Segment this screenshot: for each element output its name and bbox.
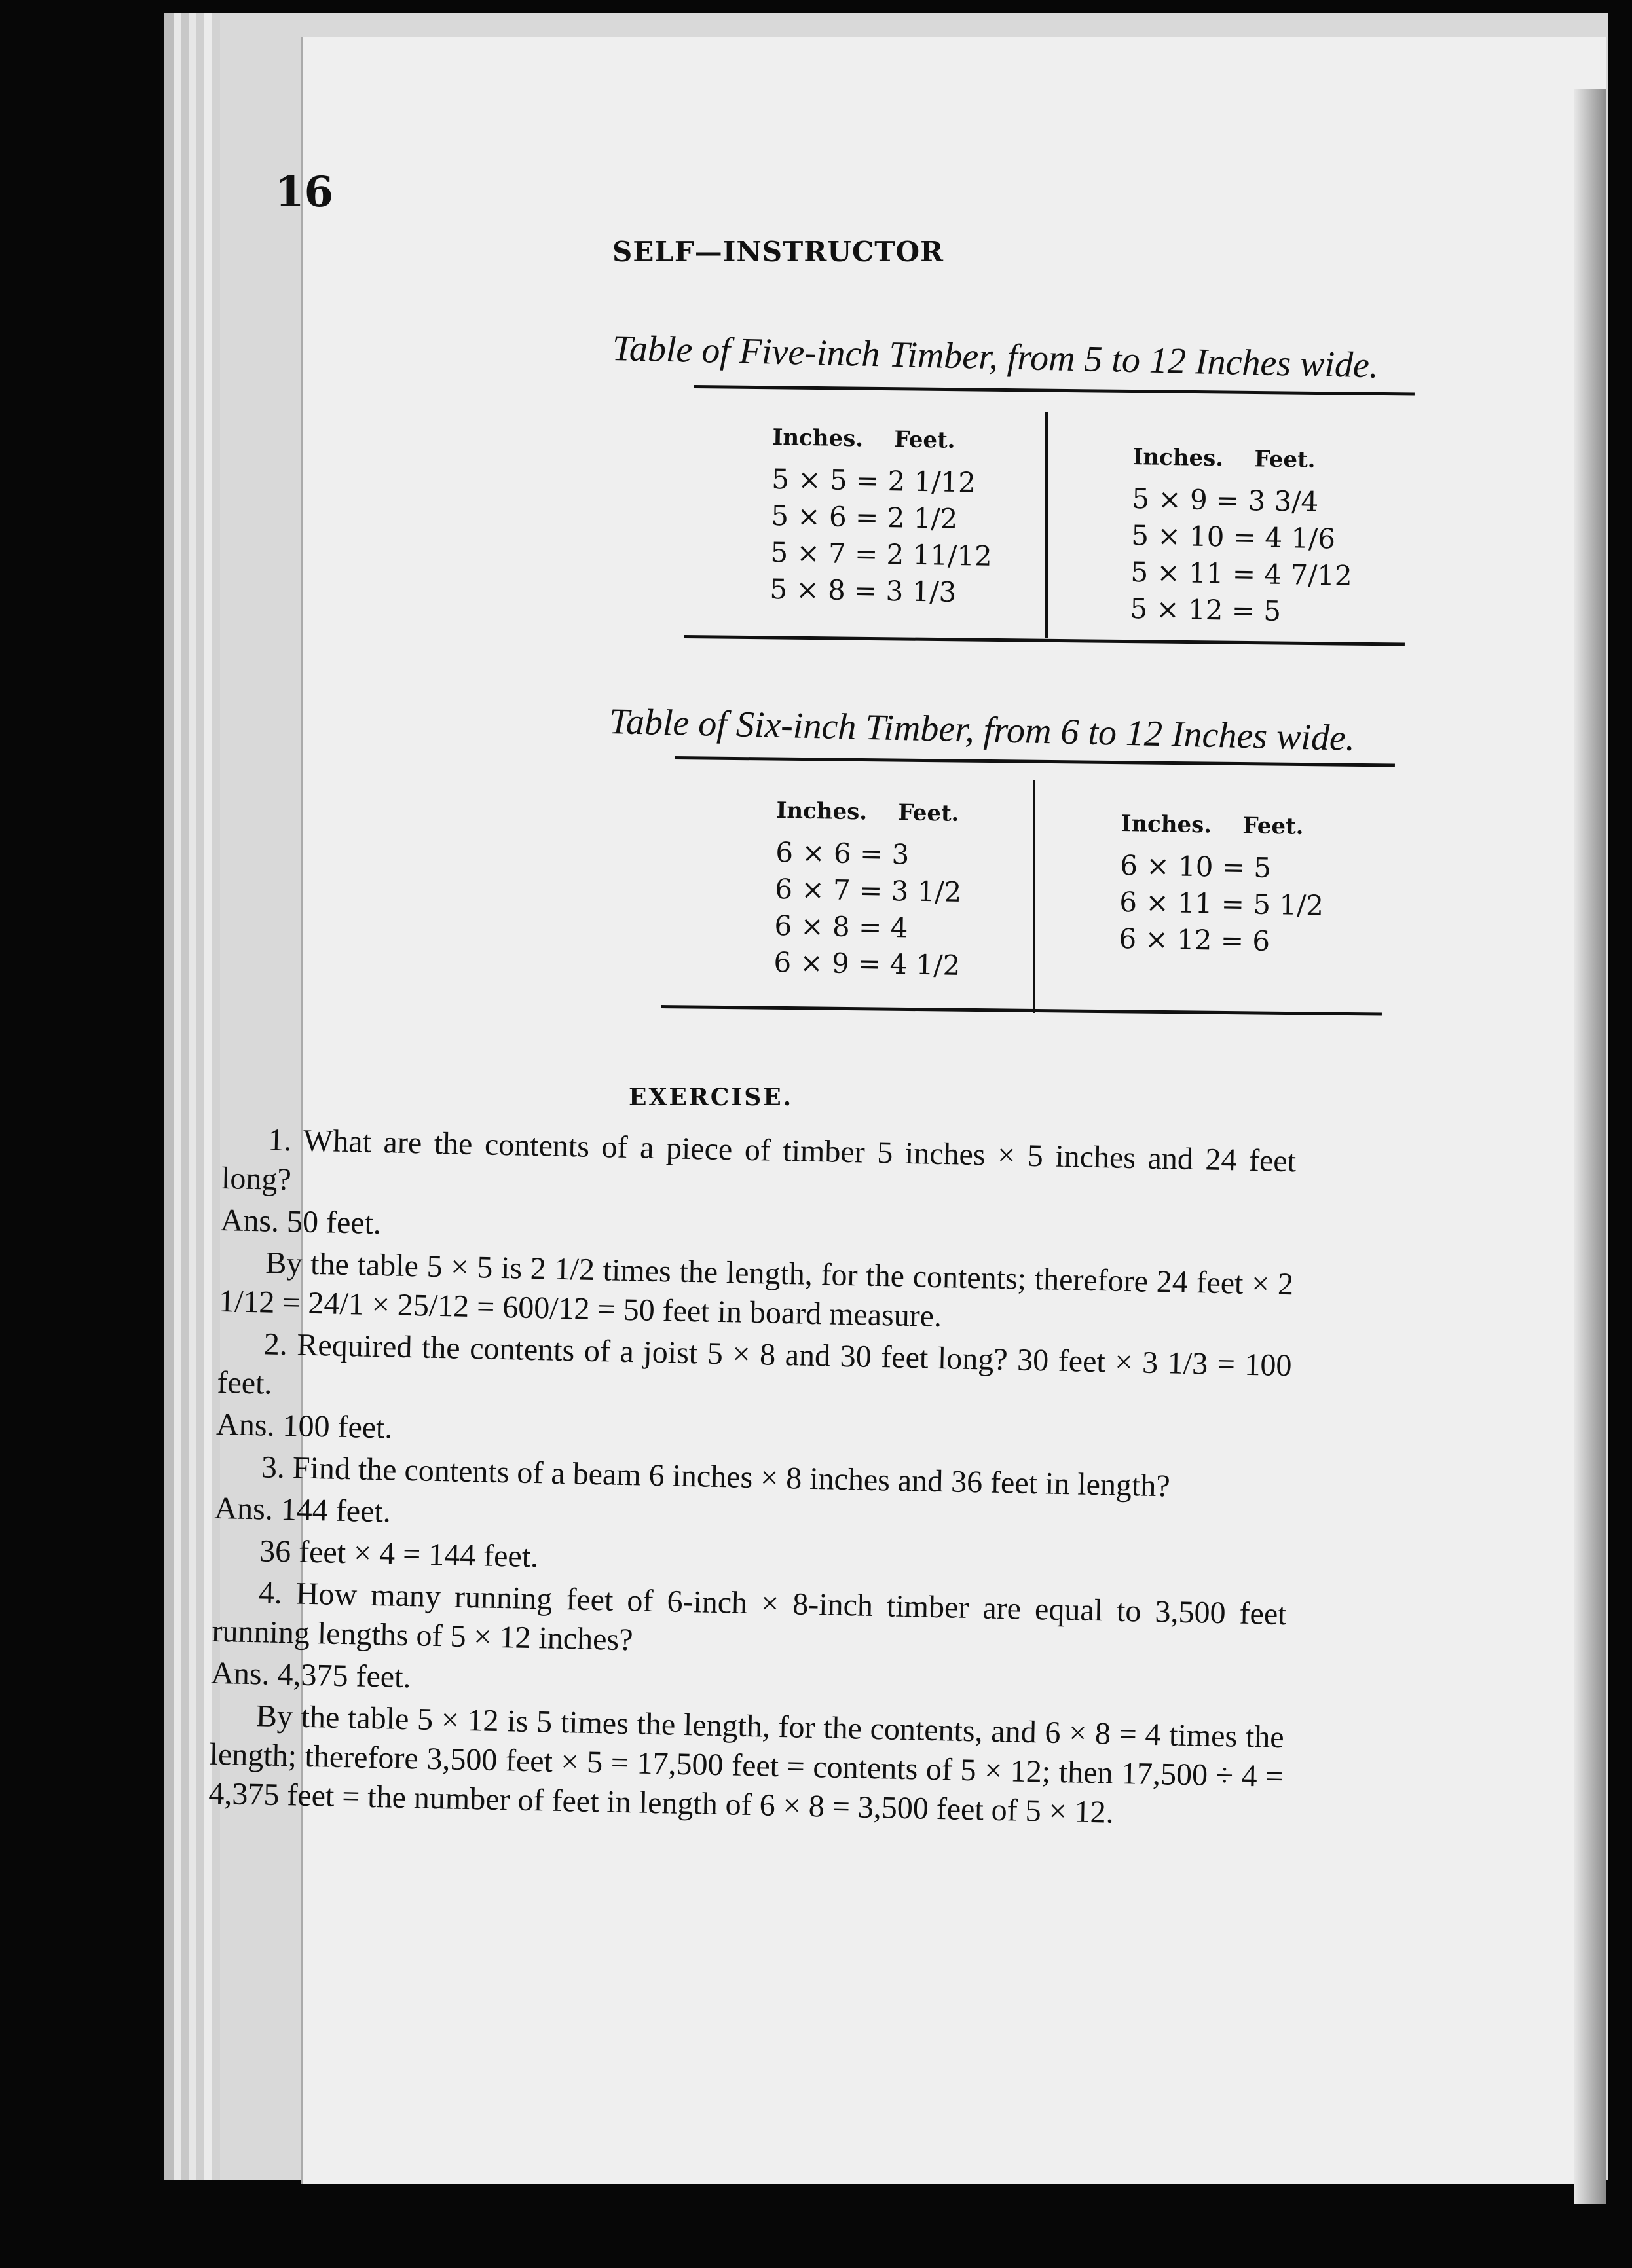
page-number: 16 <box>275 168 334 217</box>
table1-right-head-feet: Feet. <box>1254 446 1316 473</box>
table2-left-row: 6 × 6 = 3 <box>775 835 910 871</box>
table1-right-head-inches: Inches. <box>1132 443 1224 472</box>
table2-left-column <box>773 792 963 984</box>
exercise-question-2: 2. Required the contents of a joist 5 × 8 and 30 feet long? 30 feet × 3 1/3 = 100 feet. <box>217 1326 1293 1401</box>
exercise-solution-3: 36 feet × 4 = 144 feet. <box>259 1533 539 1575</box>
table1-left-row: 5 × 7 = 2 11/12 <box>770 536 993 572</box>
table2-right-row: 6 × 10 = 5 <box>1119 849 1272 885</box>
table2-title: Table of Six-inch Timber, from 6 to 12 Inches wide. <box>608 701 1356 759</box>
table1-left-head-feet: Feet. <box>894 426 955 454</box>
table2-divider <box>1033 780 1035 1013</box>
exercise-question-4: 4. How many running feet of 6-inch × 8-inch timber are equal to 3,500 feet running lengths of 5 × 12 inches? <box>212 1575 1288 1658</box>
table1-title: Table of Five-inch Timber, from 5 to 12 Inches wide. <box>612 328 1379 386</box>
table2-left-head-inches: Inches. <box>776 797 868 826</box>
exercise-answer-4: Ans. 4,375 feet. <box>210 1655 412 1695</box>
table1-right-row: 5 × 11 = 4 7/12 <box>1130 555 1353 592</box>
exercise-solution-1: By the table 5 × 5 is 2 1/2 times the length, for the contents; therefore 24 feet × 2 1/12 = 24/1 × 25/12 = 600/12 = 50 feet in board measure. <box>218 1245 1294 1334</box>
exercise-solution-4: By the table 5 × 12 is 5 times the length, for the contents, and 6 × 8 = 4 times the length; therefore 3,500 feet × 5 = 17,500 feet = contents of 5 × 12; then 17,500 ÷ 4 = 4,375 feet = the number of feet in length of 6 × 8 = 3,500 feet of 5 × 12. <box>208 1698 1285 1830</box>
table2-right-head-inches: Inches. <box>1121 810 1212 839</box>
running-head: SELF—INSTRUCTOR <box>612 236 944 268</box>
page-gutter-shadow <box>1574 89 1606 2204</box>
exercise-answer-1: Ans. 50 feet. <box>220 1202 382 1241</box>
table1-left-head-inches: Inches. <box>772 424 864 452</box>
exercise-answer-3: Ans. 144 feet. <box>214 1490 392 1529</box>
table2-right-row: 6 × 11 = 5 1/2 <box>1119 885 1324 922</box>
table2-right-head-feet: Feet. <box>1242 813 1304 840</box>
table1-right-row: 5 × 12 = 5 <box>1130 592 1282 627</box>
table1-left-row: 5 × 5 = 2 1/12 <box>771 462 976 499</box>
table1-right-row: 5 × 10 = 4 1/6 <box>1130 519 1336 555</box>
table2-left-row: 6 × 7 = 3 1/2 <box>774 872 962 908</box>
table2-right-column <box>1119 805 1326 960</box>
table1-divider <box>1045 412 1048 638</box>
exercise-question-1: 1. What are the contents of a piece of timber 5 inches × 5 inches and 24 feet long? <box>221 1122 1297 1198</box>
exercise-text <box>208 1120 1297 1838</box>
table1-right-row: 5 × 9 = 3 3/4 <box>1131 482 1319 518</box>
table2-left-head-feet: Feet. <box>898 799 959 827</box>
table1-left-row: 5 × 6 = 2 1/2 <box>770 499 958 535</box>
table2-right-row: 6 × 12 = 6 <box>1119 922 1270 957</box>
table1-left-row: 5 × 8 = 3 1/3 <box>770 572 957 608</box>
exercise-question-3: 3. Find the contents of a beam 6 inches × 8 inches and 36 feet in length? <box>261 1450 1171 1504</box>
table2-left-row: 6 × 9 = 4 1/2 <box>773 945 961 981</box>
table1-right-column <box>1130 439 1354 631</box>
table1-left-column <box>770 419 994 612</box>
table2-left-row: 6 × 8 = 4 <box>774 909 908 944</box>
exercise-answer-2: Ans. 100 feet. <box>215 1406 394 1446</box>
exercise-heading: EXERCISE. <box>629 1084 794 1111</box>
